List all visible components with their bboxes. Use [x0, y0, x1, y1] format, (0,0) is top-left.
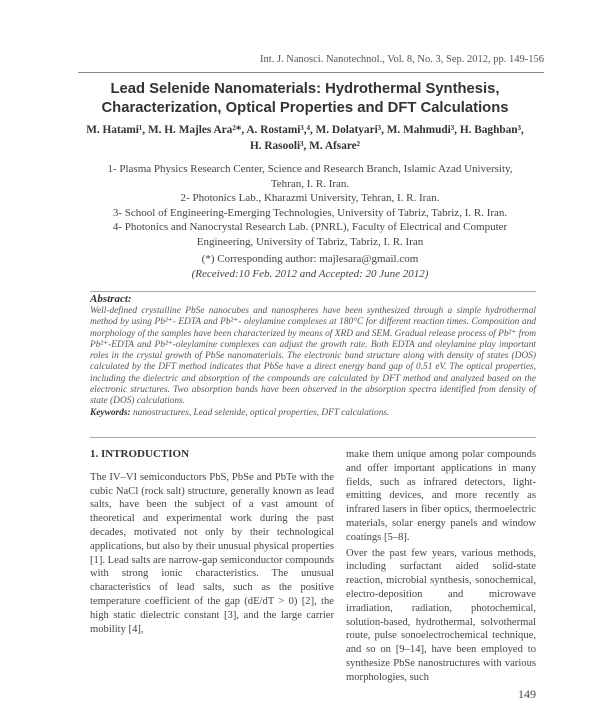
paper-title: Lead Selenide Nanomaterials: Hydrothermal Synthesis, Characterization, Optical Properties and DFT Calculations [101, 81, 509, 116]
keywords-label: Keywords: [90, 407, 131, 418]
left-column [90, 448, 334, 636]
affiliations [105, 162, 515, 249]
intro-paragraph-1: The IV–VI semiconductors PbS, PbSe and PbTe with the cubic NaCl (rock salt) structure, generally known as lead salts, have been the subject of a vast amount of theoretical and experimental work during the past decades, motivated not only by their technological applications, but also by their unusual physical properties [1]. Lead salts are narrow-gap semiconductor compounds with strong ionic characteristics. The unusual characteristics of lead salts, such as the positive temperature coefficient of the gap (dE/dT > 0) [2], the high static dielectric constant [3], and the large carrier mobility [4], [90, 471, 334, 635]
correspondence-block [100, 252, 520, 281]
affiliation-1: 1- Plasma Physics Research Center, Science and Research Branch, Islamic Azad University, Tehran, I. R. Iran. [107, 163, 513, 190]
affiliation-4: 4- Photonics and Nanocrystal Research Lab. (PNRL), Faculty of Electrical and Computer Engineering, University of Tabriz, Tabriz, I. R. Iran [112, 221, 508, 248]
affiliation-3: 3- School of Engineering-Emerging Technologies, University of Tabriz, Tabriz, I. R. Iran. [112, 206, 508, 219]
abstract-bottom-rule [90, 437, 536, 438]
abstract-text: Well-defined crystalline PbSe nanocubes and nanospheres have been synthesized through a simple hydrothermal method by using Pb²⁺- EDTA and Pb²⁺- oleylamine complexes at 180°C for different reaction times. Composition and morphology of the samples have been characterized by means of XRD and SEM. Gradual release process of Pb²⁺ from Pb²⁺-EDTA and Pb²⁺-oleylamine complexes can adjust the growth rate. Both EDTA and oleylamine play important roles in the crystal growth of PbSe nanomaterials. The electronic band structure along with density of states (DOS) calculated by the DFT method indicates that PbSe have a direct energy band gap of 0.51 eV. The optical properties, including the dielectric and absorption of the compounds are calculated by DFT method and analyzed based on the electronic structures. Two absorption bands have been observed in the absorption spectra identified from density of state (DOS) calculations. [90, 306, 536, 407]
intro-paragraph-2: make them unique among polar compounds and offer important applications in many fields, such as infrared detectors, light-emitting devices, and more recently as infrared lasers in fiber optics, thermoelectric materials, solar energy panels and window coatings [5–8]. [346, 449, 536, 543]
author-list: M. Hatami¹, M. H. Majles Ara²*, A. Rostami³,⁴, M. Dolatyari³, M. Mahmudi³, H. Baghban³, H. Rasooli³, M. Afsare² [86, 124, 524, 152]
received-dates: (Received:10 Feb. 2012 and Accepted: 20 June 2012) [191, 267, 429, 280]
intro-paragraph-3: Over the past few years, various methods, including surfactant aided solid-state reaction, microbial synthesis, sonochemical, electro-deposition and microwave irradiation, radiation, photochemical, solution-based, hydrothermal, solvothermal route, pulse sonoelectrochemical technique, and so on [9–14], have been employed to synthesize PbSe nanostructures with various morphologies, such [346, 547, 536, 683]
abstract-heading: Abstract: [90, 293, 132, 305]
affiliation-2: 2- Photonics Lab., Kharazmi University, Tehran, I. R. Iran. [180, 192, 440, 204]
corresponding-author: (*) Corresponding author: majlesara@gmail.com [201, 253, 419, 265]
header-rule [78, 72, 544, 73]
keywords-text: nanostructures, Lead selenide, optical properties, DFT calculations. [130, 407, 390, 418]
abstract-top-rule [90, 291, 536, 292]
section-heading-introduction: 1. INTRODUCTION [90, 448, 190, 460]
abstract-block [90, 293, 536, 419]
keywords-line [90, 408, 536, 419]
right-column [346, 448, 536, 685]
page-number: 149 [518, 687, 536, 701]
journal-citation: Int. J. Nanosci. Nanotechnol., Vol. 8, No. 3, Sep. 2012, pp. 149-156 [260, 54, 544, 65]
